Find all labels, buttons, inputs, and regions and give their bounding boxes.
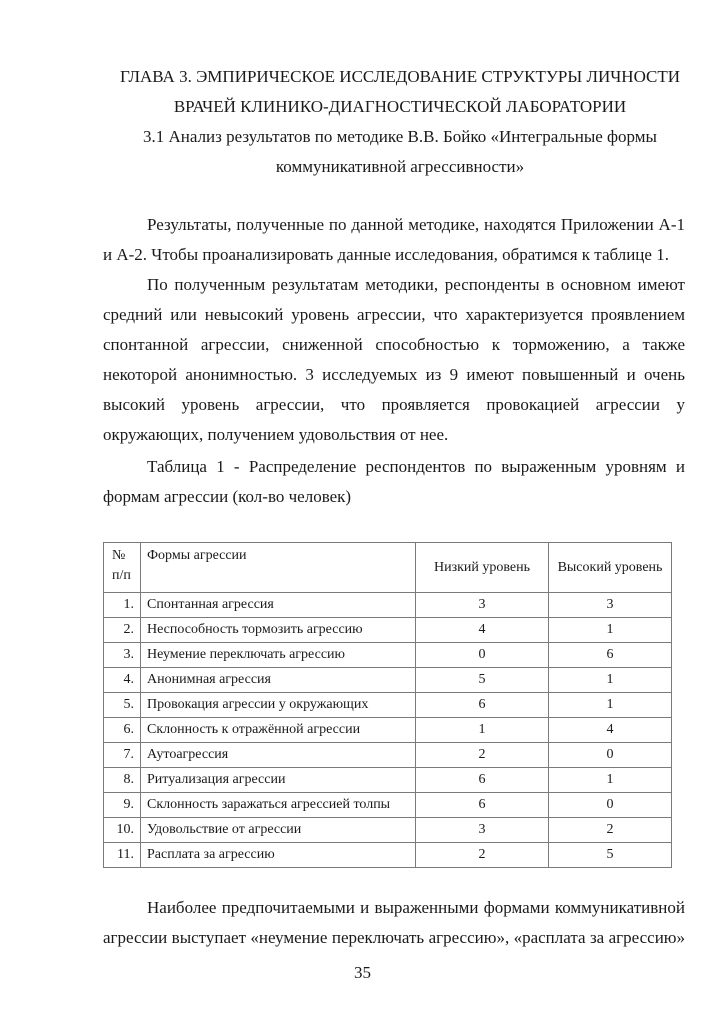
- header-form: Формы агрессии: [141, 543, 416, 593]
- row-num: 1.: [104, 593, 141, 618]
- row-num: 4.: [104, 668, 141, 693]
- row-num: 6.: [104, 718, 141, 743]
- row-high: 1: [549, 668, 672, 693]
- row-high: 0: [549, 793, 672, 818]
- row-form: Ритуализация агрессии: [141, 768, 416, 793]
- row-low: 6: [416, 768, 549, 793]
- paragraph-results: По полученным результатам методики, респонденты в основном имеют средний или невысокий уровень агрессии, что характеризуется проявлением спонтанной агрессии, сниженной способностью к торможению, а также некоторой анонимностью. 3 исследуемых из 9 имеют повышенный и очень высокий уровень агрессии, что проявляется провокацией агрессии у окружающих, получением удовольствия от нее.: [103, 275, 685, 444]
- section-title-line-2: коммуникативной агрессивности»: [275, 157, 525, 176]
- row-high: 1: [549, 618, 672, 643]
- chapter-title-line-1: ГЛАВА 3. ЭМПИРИЧЕСКОЕ ИССЛЕДОВАНИЕ СТРУКТУРЫ ЛИЧНОСТИ: [119, 67, 681, 86]
- row-form: Склонность заражаться агрессией толпы: [141, 793, 416, 818]
- row-high: 2: [549, 818, 672, 843]
- row-form: Аутоагрессия: [141, 743, 416, 768]
- row-low: 2: [416, 843, 549, 868]
- row-high: 1: [549, 768, 672, 793]
- row-num: 7.: [104, 743, 141, 768]
- row-low: 0: [416, 643, 549, 668]
- table-row: [104, 768, 672, 793]
- row-low: 4: [416, 618, 549, 643]
- table-row: [104, 843, 672, 868]
- row-num: 10.: [104, 818, 141, 843]
- chapter-title: [100, 62, 700, 122]
- row-low: 3: [416, 593, 549, 618]
- paragraph-intro: Результаты, полученные по данной методике, находятся Приложении А-1 и А-2. Чтобы проанализировать данные исследования, обратимся к таблице 1.: [103, 215, 685, 264]
- row-num: 9.: [104, 793, 141, 818]
- row-form: Расплата за агрессию: [141, 843, 416, 868]
- row-low: 6: [416, 793, 549, 818]
- table-row: [104, 743, 672, 768]
- table-row: [104, 593, 672, 618]
- table-row: [104, 818, 672, 843]
- header-high-level: Высокий уровень: [549, 543, 672, 593]
- aggression-forms-table: [103, 542, 672, 868]
- row-low: 5: [416, 668, 549, 693]
- row-high: 5: [549, 843, 672, 868]
- row-num: 2.: [104, 618, 141, 643]
- table-row: [104, 643, 672, 668]
- row-num: 5.: [104, 693, 141, 718]
- row-high: 3: [549, 593, 672, 618]
- row-low: 6: [416, 693, 549, 718]
- paragraph-conclusion: Наиболее предпочитаемыми и выраженными формами коммуникативной агрессии выступает «неумение переключать агрессию», «расплата за агрессию»: [103, 898, 685, 947]
- header-low-level: Низкий уровень: [416, 543, 549, 593]
- page-number: 35: [354, 963, 371, 982]
- row-form: Склонность к отражённой агрессии: [141, 718, 416, 743]
- row-low: 1: [416, 718, 549, 743]
- row-high: 4: [549, 718, 672, 743]
- section-title-line-1: 3.1 Анализ результатов по методике В.В. Бойко «Интегральные формы: [143, 127, 657, 146]
- row-low: 3: [416, 818, 549, 843]
- row-high: 1: [549, 693, 672, 718]
- row-form: Провокация агрессии у окружающих: [141, 693, 416, 718]
- table-row: [104, 693, 672, 718]
- row-num: 8.: [104, 768, 141, 793]
- chapter-title-line-2: ВРАЧЕЙ КЛИНИКО-ДИАГНОСТИЧЕСКОЙ ЛАБОРАТОРИИ: [173, 97, 627, 116]
- row-low: 2: [416, 743, 549, 768]
- row-num: 11.: [104, 843, 141, 868]
- row-num: 3.: [104, 643, 141, 668]
- row-form: Спонтанная агрессия: [141, 593, 416, 618]
- table-caption: Таблица 1 - Распределение респондентов по выраженным уровням и формам агрессии (кол-во человек): [103, 457, 685, 506]
- section-title: [100, 122, 700, 182]
- row-form: Неспособность тормозить агрессию: [141, 618, 416, 643]
- row-form: Удовольствие от агрессии: [141, 818, 416, 843]
- row-high: 0: [549, 743, 672, 768]
- table-row: [104, 718, 672, 743]
- row-form: Неумение переключать агрессию: [141, 643, 416, 668]
- row-high: 6: [549, 643, 672, 668]
- row-form: Анонимная агрессия: [141, 668, 416, 693]
- table-header-row: [104, 543, 672, 593]
- table-row: [104, 668, 672, 693]
- table-row: [104, 618, 672, 643]
- header-num: № п/п: [104, 543, 141, 593]
- table-row: [104, 793, 672, 818]
